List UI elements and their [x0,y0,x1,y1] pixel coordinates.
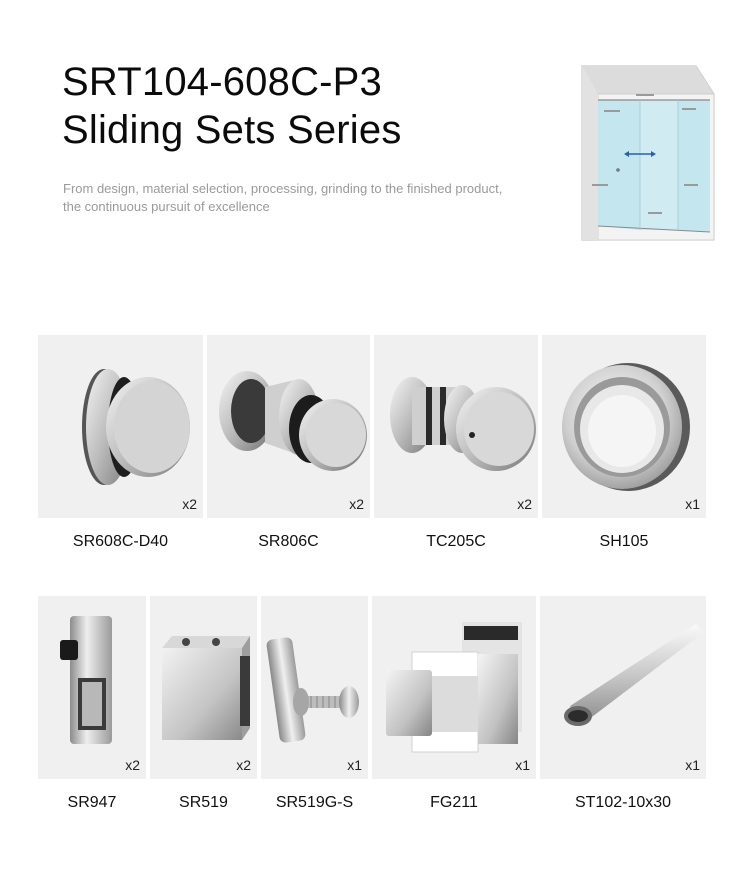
door-guide-image [372,596,536,779]
glass-knob-image [38,335,203,518]
quantity-badge: x1 [515,757,530,773]
title-line-1: SRT104-608C-P3 [62,60,383,104]
product-code: SH105 [599,533,649,550]
quantity-badge: x1 [685,496,700,512]
quantity-badge: x2 [349,496,364,512]
product-tile [38,335,203,518]
quantity-badge: x1 [347,757,362,773]
quantity-badge: x2 [517,496,532,512]
page-title [62,58,402,154]
title-line-2: Sliding Sets Series [62,108,402,152]
product-tile [540,596,706,779]
product-code: TC205C [426,533,486,550]
product-tile [372,596,536,779]
knob-image [207,335,370,518]
product-code: SR947 [67,794,117,811]
stabilizer-bar-image [540,596,706,779]
subtitle [63,180,543,216]
shower-enclosure-diagram [578,64,718,244]
product-code: FG211 [430,794,478,811]
clamp-block-image [150,596,257,779]
product-code: SR608C-D40 [72,533,169,550]
quantity-badge: x2 [125,757,140,773]
clip-screw-image [261,596,368,779]
knob-image [374,335,538,518]
product-tile [150,596,257,779]
product-code: SR806C [258,533,319,550]
product-code: SR519G-S [275,794,354,811]
product-tile [374,335,538,518]
subtitle-line-1: From design, material selection, processing, grinding to the finished product, [63,181,503,196]
product-tile [38,596,146,779]
product-code: SR519 [179,794,228,811]
wall-bracket-image [38,596,146,779]
quantity-badge: x1 [685,757,700,773]
product-code: ST102-10x30 [574,794,672,811]
product-tile [261,596,368,779]
flush-pull-image [542,335,706,518]
product-row-2 [38,596,706,779]
product-tile [207,335,370,518]
subtitle-line-2: the continuous pursuit of excellence [63,199,270,214]
product-tile [542,335,706,518]
product-row-1 [38,335,706,518]
quantity-badge: x2 [236,757,251,773]
quantity-badge: x2 [182,496,197,512]
